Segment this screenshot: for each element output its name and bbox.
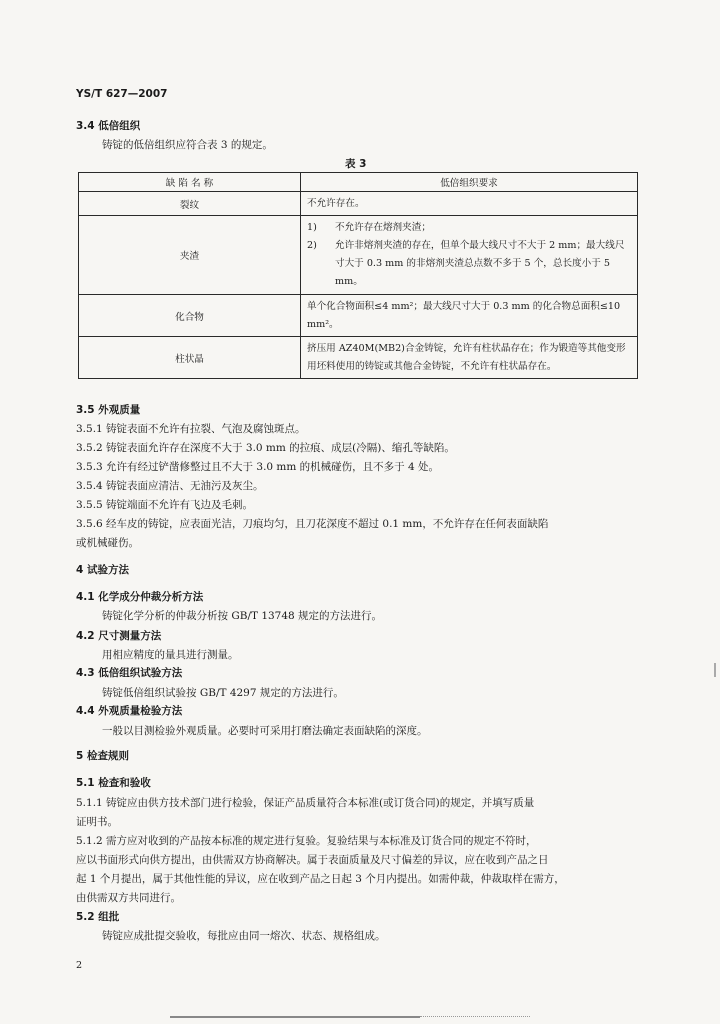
section-4-heading: 4 试验方法 (76, 564, 129, 576)
row-requirement (301, 216, 638, 295)
section-4-2-text: 用相应精度的量具进行测量。 (102, 649, 239, 661)
row-requirement: 单个化合物面积≤4 mm²；最大线尺寸大于 0.3 mm 的化合物总面积≤10 mm²。 (301, 295, 638, 337)
list-text: 允许非熔剂夹渣的存在，但单个最大线尺寸不大于 2 mm；最大线尺寸大于 0.3 mm 的非熔剂夹渣总点数不多于 5 个，总长度小于 5 mm。 (335, 240, 625, 287)
list-text: 不允许存在熔剂夹渣； (335, 222, 431, 233)
row-name: 夹渣 (79, 216, 301, 295)
table-col-defect-name: 缺 陷 名 称 (79, 173, 301, 192)
section-5-heading: 5 检查规则 (76, 750, 129, 762)
section-3-4-heading: 3.4 低倍组织 (76, 120, 141, 132)
section-4-4-heading: 4.4 外观质量检验方法 (76, 705, 183, 717)
table-row (79, 337, 638, 379)
list-marker: 1) (307, 222, 317, 233)
page-number: 2 (76, 960, 83, 971)
clause-3-5-6-line1: 3.5.6 经车皮的铸锭，应表面光洁，刀痕均匀，且刀花深度不超过 0.1 mm，不允许存在任何表面缺陷 (76, 518, 549, 530)
clause-5-1-2-line3: 起 1 个月提出，属于其他性能的异议，应在收到产品之日起 3 个月内提出。如需仲裁，仲裁取样在需方， (76, 873, 565, 885)
scan-edge-dots (420, 1016, 530, 1017)
section-4-3-text: 铸锭低倍组织试验按 GB/T 4297 规定的方法进行。 (102, 687, 344, 699)
clause-3-5-1: 3.5.1 铸锭表面不允许有拉裂、气泡及腐蚀斑点。 (76, 423, 306, 435)
table-3-caption: 表 3 (345, 158, 367, 170)
clause-5-1-2-line4: 由供需双方共同进行。 (76, 892, 181, 904)
row-name: 柱状晶 (79, 337, 301, 379)
clause-3-5-2: 3.5.2 铸锭表面允许存在深度不大于 3.0 mm 的拉痕、成层(冷隔)、缩孔等缺陷。 (76, 442, 455, 454)
standard-number: YS/T 627—2007 (76, 88, 168, 100)
list-item (307, 237, 631, 291)
list-marker: 2) (307, 240, 317, 251)
table-col-requirement: 低倍组织要求 (301, 173, 638, 192)
clause-3-5-3: 3.5.3 允许有经过铲凿修整过且不大于 3.0 mm 的机械碰伤，且不多于 4 处。 (76, 461, 440, 473)
section-4-4-text: 一般以目测检验外观质量。必要时可采用打磨法确定表面缺陷的深度。 (102, 725, 428, 737)
section-4-1-text: 铸锭化学分析的仲裁分析按 GB/T 13748 规定的方法进行。 (102, 610, 383, 622)
clause-5-1-2-line1: 5.1.2 需方应对收到的产品按本标准的规定进行复验。复验结果与本标准及订货合同的规定不符时， (76, 835, 537, 847)
table-3 (78, 172, 638, 379)
table-row (79, 192, 638, 216)
row-name: 化合物 (79, 295, 301, 337)
section-4-2-heading: 4.2 尺寸测量方法 (76, 630, 162, 642)
row-name: 裂纹 (79, 192, 301, 216)
section-5-1-heading: 5.1 检查和验收 (76, 777, 151, 789)
row-requirement: 不允许存在。 (301, 192, 638, 216)
section-5-2-heading: 5.2 组批 (76, 911, 120, 923)
list-item (307, 219, 631, 237)
section-3-5-heading: 3.5 外观质量 (76, 404, 141, 416)
table-header-row (79, 173, 638, 192)
scan-edge-line (170, 1016, 420, 1018)
section-5-2-text: 铸锭应成批提交验收，每批应由同一熔次、状态、规格组成。 (102, 930, 386, 942)
section-3-4-intro: 铸锭的低倍组织应符合表 3 的规定。 (102, 139, 273, 151)
section-4-3-heading: 4.3 低倍组织试验方法 (76, 667, 183, 679)
table-row (79, 295, 638, 337)
row-requirement: 挤压用 AZ40M(MB2)合金铸锭，允许有柱状晶存在；作为锻造等其他变形用坯料使用的铸锭或其他合金铸锭，不允许有柱状晶存在。 (301, 337, 638, 379)
clause-3-5-5: 3.5.5 铸锭端面不允许有飞边及毛刺。 (76, 499, 254, 511)
table-row (79, 216, 638, 295)
section-4-1-heading: 4.1 化学成分仲裁分析方法 (76, 591, 204, 603)
clause-5-1-2-line2: 应以书面形式向供方提出，由供需双方协商解决。属于表面质量及尺寸偏差的异议，应在收到产品之日 (76, 854, 549, 866)
clause-3-5-4: 3.5.4 铸锭表面应清洁、无油污及灰尘。 (76, 480, 264, 492)
clause-5-1-1-line1: 5.1.1 铸锭应由供方技术部门进行检验，保证产品质量符合本标准(或订货合同)的规定，并填写质量 (76, 797, 535, 809)
clause-5-1-1-line2: 证明书。 (76, 816, 118, 828)
clause-3-5-6-line2: 或机械碰伤。 (76, 537, 139, 549)
scan-mark (714, 663, 716, 677)
